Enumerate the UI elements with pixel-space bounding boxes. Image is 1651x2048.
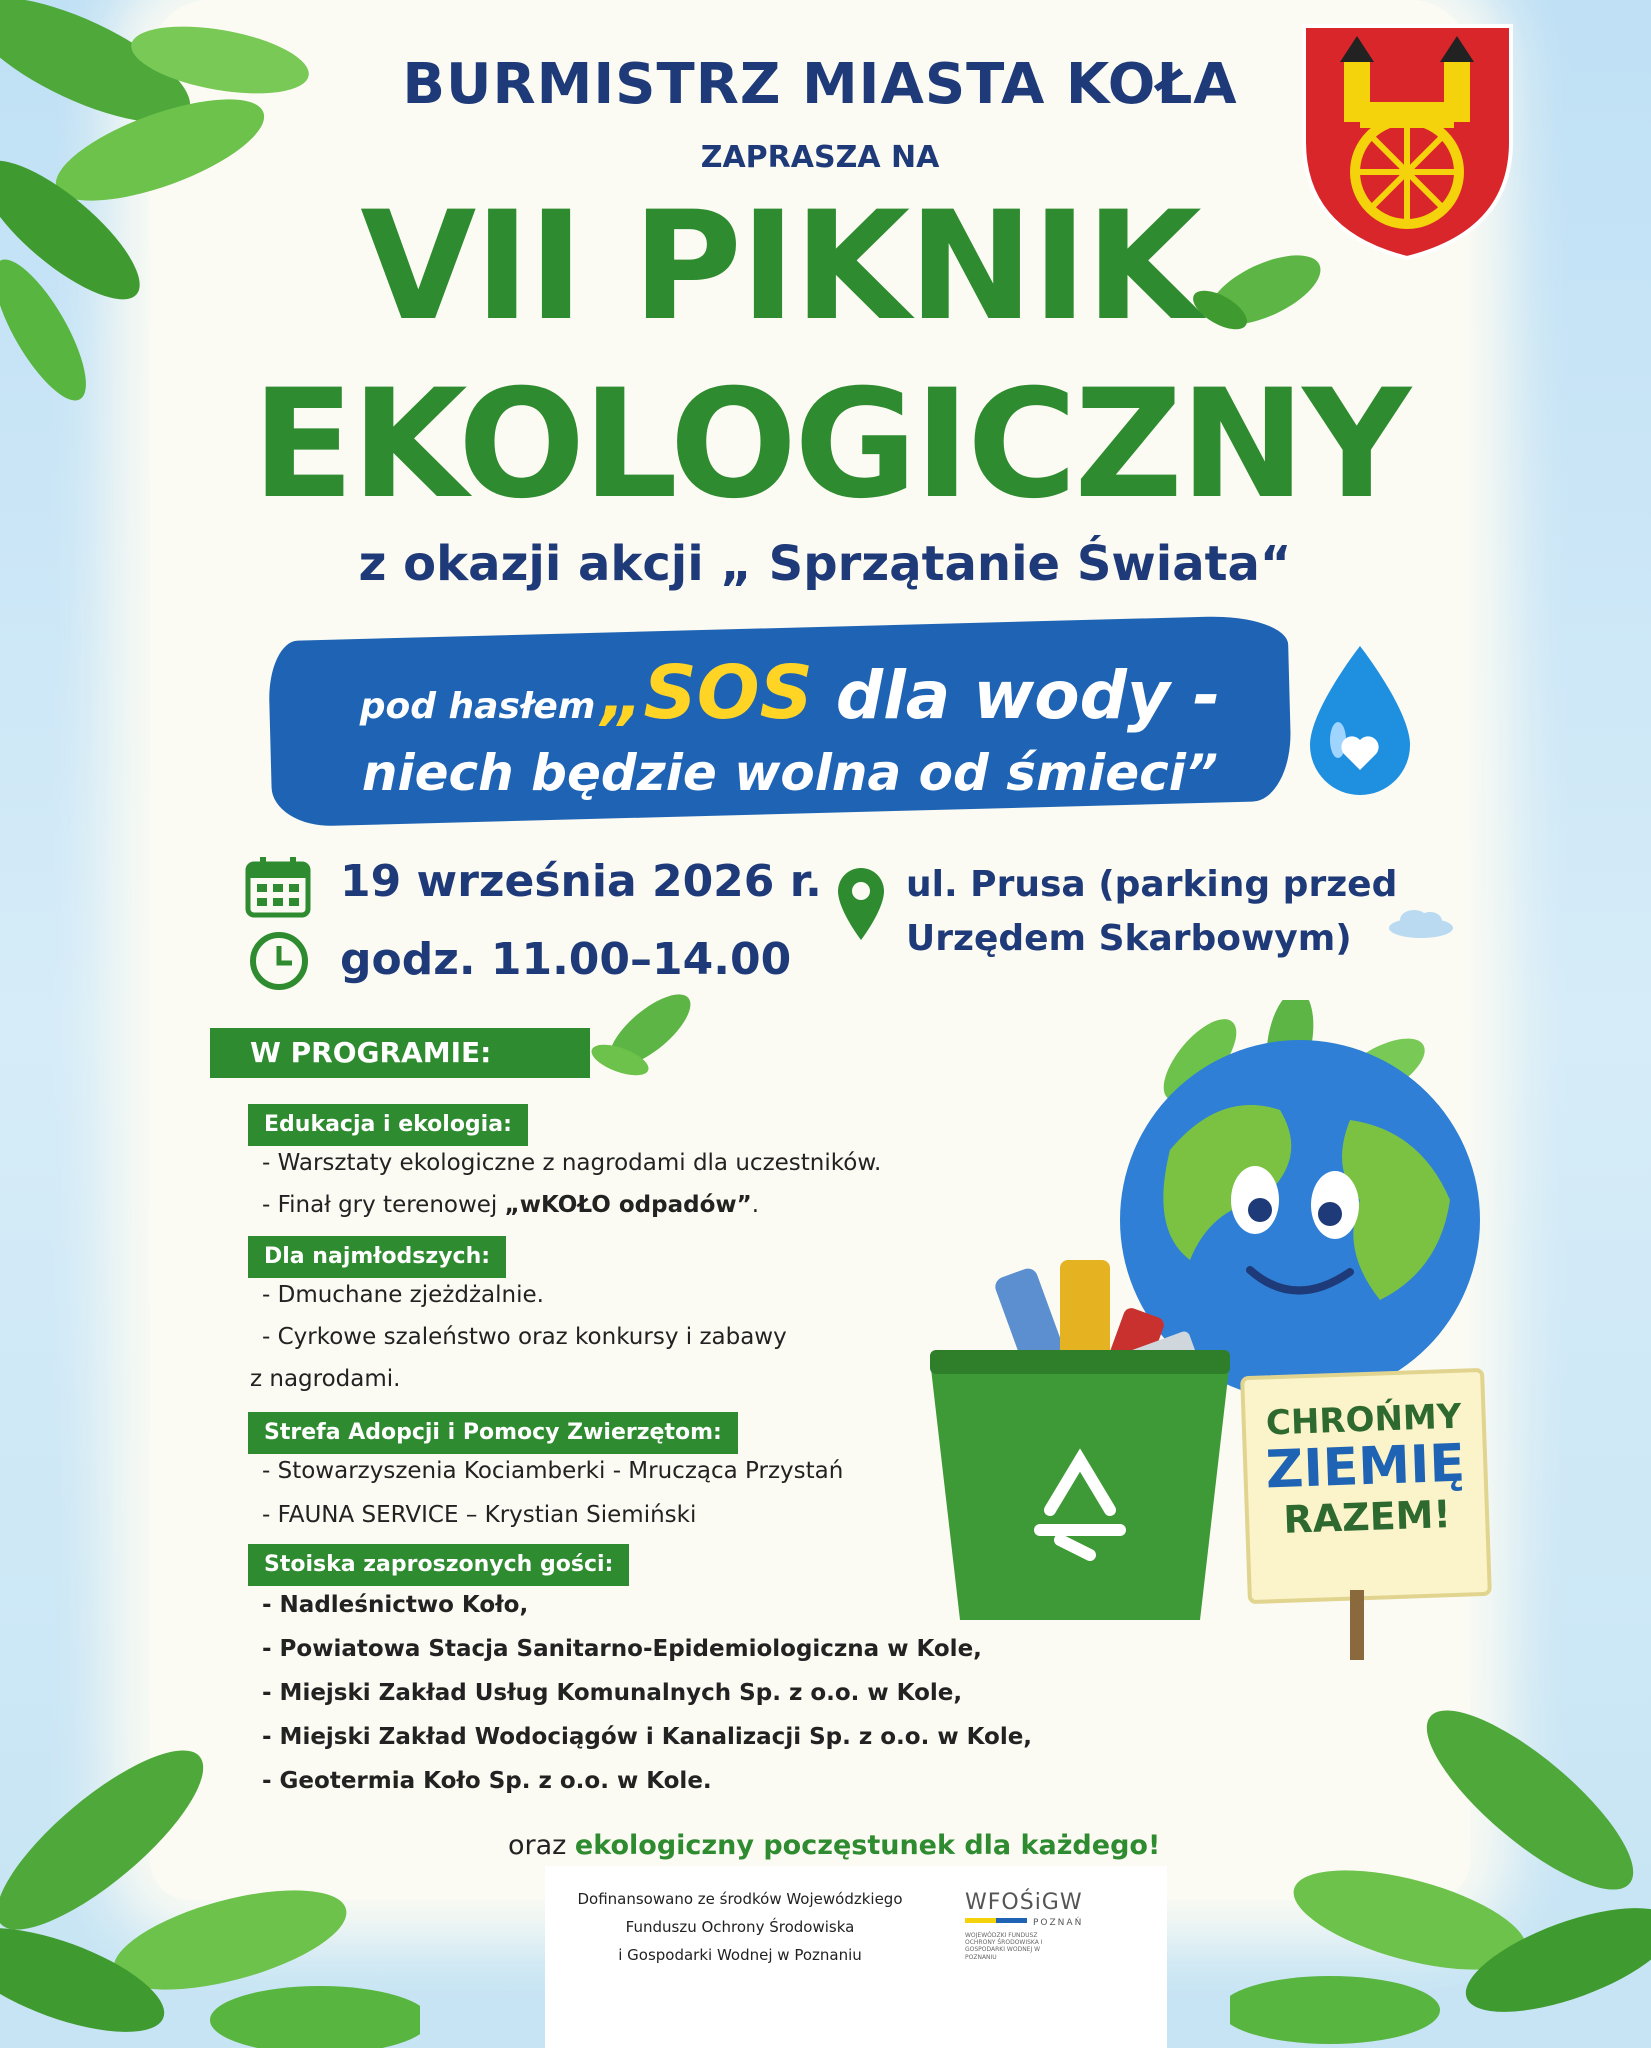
funding-line-3: i Gospodarki Wodnej w Poznaniu xyxy=(618,1946,862,1964)
wfosigw-logo-bar xyxy=(965,1918,1027,1923)
location-line-1: ul. Prusa (parking przed xyxy=(906,864,1398,905)
coat-of-arms xyxy=(1300,22,1515,262)
program-item: - Cyrkowe szaleństwo oraz konkursy i zabawy xyxy=(262,1324,787,1350)
motto-line-1-rest: dla wody - xyxy=(812,657,1221,734)
water-drop-icon xyxy=(1300,640,1420,800)
occasion: z okazji akcji „ Sprzątanie Świata“ xyxy=(358,536,1292,592)
recycle-bin xyxy=(920,1250,1240,1630)
guest-item: - Geotermia Koło Sp. z o.o. w Kole. xyxy=(262,1768,712,1794)
title-line-2: EKOLOGICZNY xyxy=(251,358,1409,532)
sign-post xyxy=(1350,1590,1364,1660)
closing-prefix: oraz xyxy=(508,1830,575,1861)
program-item: - Dmuchane zjeżdżalnie. xyxy=(262,1282,544,1308)
motto-line-2: niech będzie wolna od śmieci” xyxy=(361,744,1219,802)
location-pin-icon xyxy=(836,866,886,942)
event-date: 19 września 2026 r. xyxy=(340,856,822,907)
program-item: - FAUNA SERVICE – Krystian Siemiński xyxy=(262,1502,697,1528)
calendar-icon xyxy=(245,856,311,918)
motto-quote-open: „ xyxy=(600,657,644,734)
wfosigw-logo-small: WOJEWÓDZKI FUNDUSZ OCHRONY ŚRODOWISKA I GOSPODARKI WODNEJ W POZNANIU xyxy=(965,1932,1043,1961)
sign-line-2: ZIEMIĘ xyxy=(1264,1433,1466,1501)
program-item: - Warsztaty ekologiczne z nagrodami dla uczestników. xyxy=(262,1150,882,1176)
guest-item: - Miejski Zakład Wodociągów i Kanalizacji Sp. z o.o. w Kole, xyxy=(262,1724,1033,1750)
section-title: Strefa Adopcji i Pomocy Zwierzętom: xyxy=(248,1412,738,1454)
funding-line-2: Funduszu Ochrony Środowiska xyxy=(625,1918,855,1936)
program-item-suffix: . xyxy=(751,1192,760,1218)
event-time: godz. 11.00–14.00 xyxy=(340,934,792,985)
section-title: Edukacja i ekologia: xyxy=(248,1104,528,1146)
sign-text xyxy=(1244,1372,1486,1543)
closing-line xyxy=(508,1830,1160,1861)
program-heading: W PROGRAMIE: xyxy=(210,1028,590,1078)
wfosigw-logo-city: POZNAŃ xyxy=(1033,1918,1084,1928)
closing-highlight: ekologiczny poczęstunek dla każdego! xyxy=(574,1830,1161,1861)
sign-board xyxy=(1240,1368,1492,1604)
motto-line-1 xyxy=(320,650,1260,736)
funding-line-1: Dofinansowano ze środków Wojewódzkiego xyxy=(577,1890,903,1908)
game-name: „wKOŁO odpadów” xyxy=(504,1192,752,1218)
program-item-text: - Finał gry terenowej xyxy=(262,1192,505,1218)
wfosigw-logo-name: WFOŚiGW xyxy=(965,1890,1083,1915)
location-line-2: Urzędem Skarbowym) xyxy=(906,918,1352,959)
program-item: - Stowarzyszenia Kociamberki - Mrucząca Przystań xyxy=(262,1458,844,1484)
organizer: BURMISTRZ MIASTA KOŁA xyxy=(402,52,1238,117)
leaves-bottom-right xyxy=(1230,1600,1651,2048)
section-title: Dla najmłodszych: xyxy=(248,1236,506,1278)
section-title: Stoiska zaproszonych gości: xyxy=(248,1544,629,1586)
guest-item: - Miejski Zakład Usług Komunalnych Sp. z o.o. w Kole, xyxy=(262,1680,963,1706)
cloud-icon xyxy=(1386,906,1456,940)
sign-line-3: RAZEM! xyxy=(1282,1491,1452,1542)
guest-item: - Nadleśnictwo Koło, xyxy=(262,1592,529,1618)
motto-highlight: SOS xyxy=(643,650,813,736)
funding-box xyxy=(545,1866,1167,2048)
clock-icon xyxy=(248,930,310,992)
motto-prefix: pod hasłem xyxy=(359,686,596,727)
program-item xyxy=(262,1192,759,1218)
leaf-icon xyxy=(580,990,710,1090)
sign-line-1: CHROŃMY xyxy=(1265,1396,1463,1444)
invitation-label: ZAPRASZA NA xyxy=(700,140,940,175)
guest-item: - Powiatowa Stacja Sanitarno-Epidemiologiczna w Kole, xyxy=(262,1636,982,1662)
title-line-1: VII PIKNIK xyxy=(360,180,1200,354)
program-item: z nagrodami. xyxy=(250,1366,401,1392)
